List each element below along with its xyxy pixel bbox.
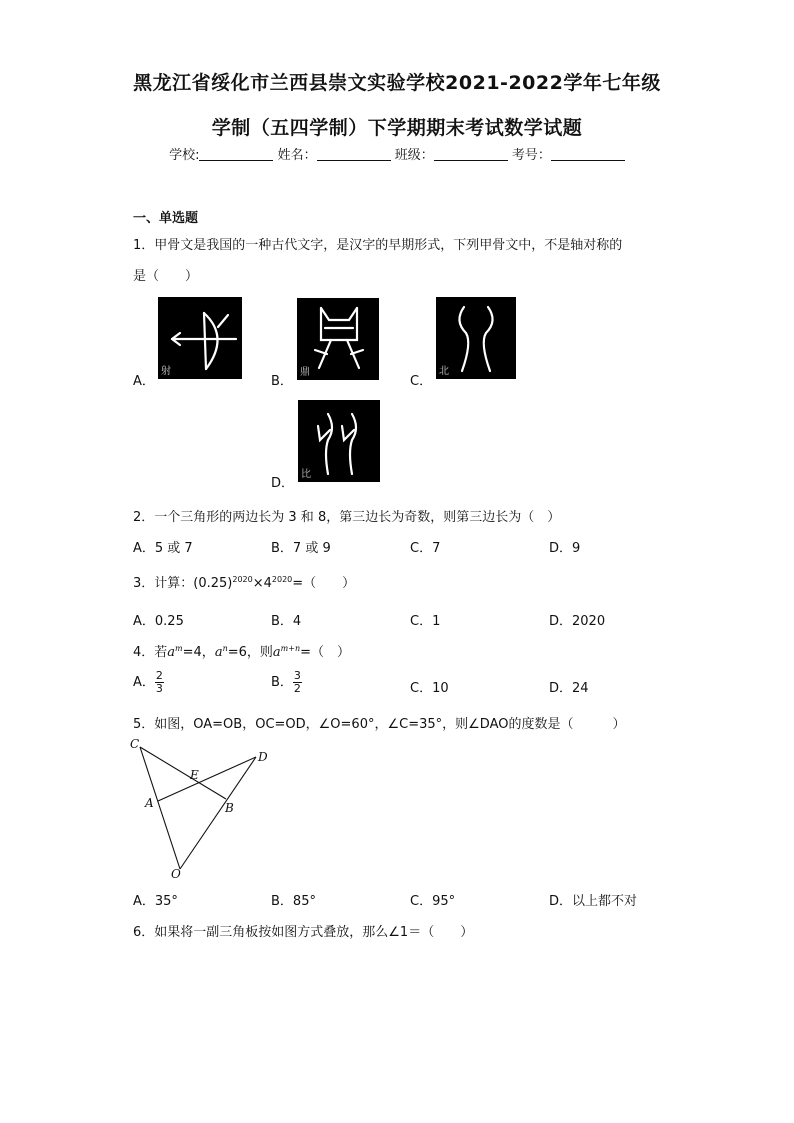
q2-option-b: B．7 或 9 — [271, 541, 331, 556]
q4-target-exp: m+n — [280, 644, 301, 653]
glyph-caption-bi: 比 — [301, 469, 311, 480]
oracle-glyph-ding-image — [297, 298, 379, 380]
q5-geometry-figure — [128, 735, 278, 881]
glyph-caption-bei: 北 — [439, 366, 449, 377]
q4-target-base: a — [272, 645, 281, 660]
q4-option-c: C．10 — [410, 681, 449, 696]
q4-option-a — [133, 670, 164, 695]
q4-prefix: 4．若 — [133, 645, 168, 660]
q1-text-line1: 1．甲骨文是我国的一种古代文字，是汉字的早期形式，下列甲骨文中，不是轴对称的 — [133, 238, 623, 253]
q4-option-b-label: B． — [271, 675, 293, 690]
point-label-E: E — [190, 768, 199, 782]
name-blank — [317, 148, 391, 161]
glyph-caption-ding: 鼎 — [300, 367, 310, 378]
line-CB — [140, 747, 226, 799]
point-label-A: A — [145, 796, 154, 810]
oracle-glyph-bi-image — [298, 400, 380, 482]
q3-option-b: B．4 — [271, 614, 302, 629]
q3-prefix: 3．计算： — [133, 576, 194, 591]
student-info-line — [0, 144, 794, 163]
q3-option-c: C．1 — [410, 614, 441, 629]
point-label-B: B — [225, 801, 234, 815]
class-blank — [434, 148, 508, 161]
q5-option-c: C．95° — [410, 894, 456, 909]
q3-exp2: 2020 — [271, 575, 293, 584]
q2-option-c: C．7 — [410, 541, 441, 556]
q3-option-d: D．2020 — [549, 614, 606, 629]
q4-cond1-base: a — [167, 645, 176, 660]
school-label: 学校: — [169, 148, 200, 163]
class-label: 班级： — [394, 148, 434, 163]
q3-times: ×4 — [252, 576, 272, 591]
oracle-glyph-she-image — [158, 297, 242, 379]
q4-option-b-denominator: 2 — [293, 682, 301, 695]
q2-text: 2．一个三角形的两边长为 3 和 8，第三边长为奇数，则第三边长为（ ） — [133, 510, 561, 525]
q3-exp1: 2020 — [232, 575, 253, 584]
point-label-O: O — [171, 867, 181, 881]
q3-suffix: =（ ） — [292, 576, 356, 591]
section-title: 一、单选题 — [133, 211, 199, 226]
q4-option-d: D．24 — [549, 681, 589, 696]
q6-text: 6．如果将一副三角板按如图方式叠放，那么∠1＝（ ） — [133, 925, 474, 940]
q3-option-a: A．0.25 — [133, 614, 184, 629]
exam-no-label: 考号： — [511, 148, 551, 163]
q3-text — [133, 572, 355, 591]
q3-base1: (0.25) — [193, 576, 233, 591]
name-label: 姓名： — [277, 148, 317, 163]
q5-text: 5．如图，OA=OB，OC=OD，∠O=60°，∠C=35°，则∠DAO的度数是（ ） — [133, 717, 626, 732]
glyph-caption-she: 射 — [161, 366, 171, 377]
oracle-glyph-bei-image — [436, 297, 516, 379]
q4-text — [133, 641, 350, 660]
q4-option-b — [271, 670, 302, 695]
q2-option-d: D．9 — [549, 541, 581, 556]
q1-option-b-label: B． — [271, 374, 293, 389]
q5-option-a: A．35° — [133, 894, 178, 909]
q4-cond1-exp: m — [175, 644, 183, 653]
point-label-C: C — [130, 737, 140, 751]
q4-cond2-val: =6，则 — [227, 645, 273, 660]
q4-cond2-base: a — [214, 645, 223, 660]
q4-option-b-numerator: 3 — [293, 669, 301, 682]
triangle-figure-diagram — [128, 735, 278, 881]
exam-no-blank — [551, 148, 625, 161]
q4-option-b-fraction — [293, 670, 302, 695]
q4-option-a-denominator: 3 — [155, 682, 163, 695]
point-label-D: D — [258, 750, 268, 764]
school-blank — [199, 148, 273, 161]
q5-option-b: B．85° — [271, 894, 316, 909]
q4-option-a-numerator: 2 — [155, 669, 163, 682]
q4-option-a-fraction — [155, 670, 164, 695]
page-title-line2: 学制（五四学制）下学期期末考试数学试题 — [211, 117, 583, 139]
q4-cond2-exp: n — [222, 644, 228, 653]
page-title-line1: 黑龙江省绥化市兰西县崇文实验学校2021-2022学年七年级 — [133, 72, 661, 94]
q4-cond1-val: =4， — [182, 645, 215, 660]
q1-option-d-label: D． — [271, 476, 295, 491]
q1-text-line2: 是（ ） — [133, 269, 199, 284]
q1-option-a-label: A． — [133, 374, 155, 389]
q2-option-a: A．5 或 7 — [133, 541, 193, 556]
q1-option-c-label: C． — [410, 374, 433, 389]
q5-option-d: D．以上都不对 — [549, 894, 638, 909]
q4-option-a-label: A． — [133, 675, 155, 690]
q4-suffix: =（ ） — [300, 645, 351, 660]
